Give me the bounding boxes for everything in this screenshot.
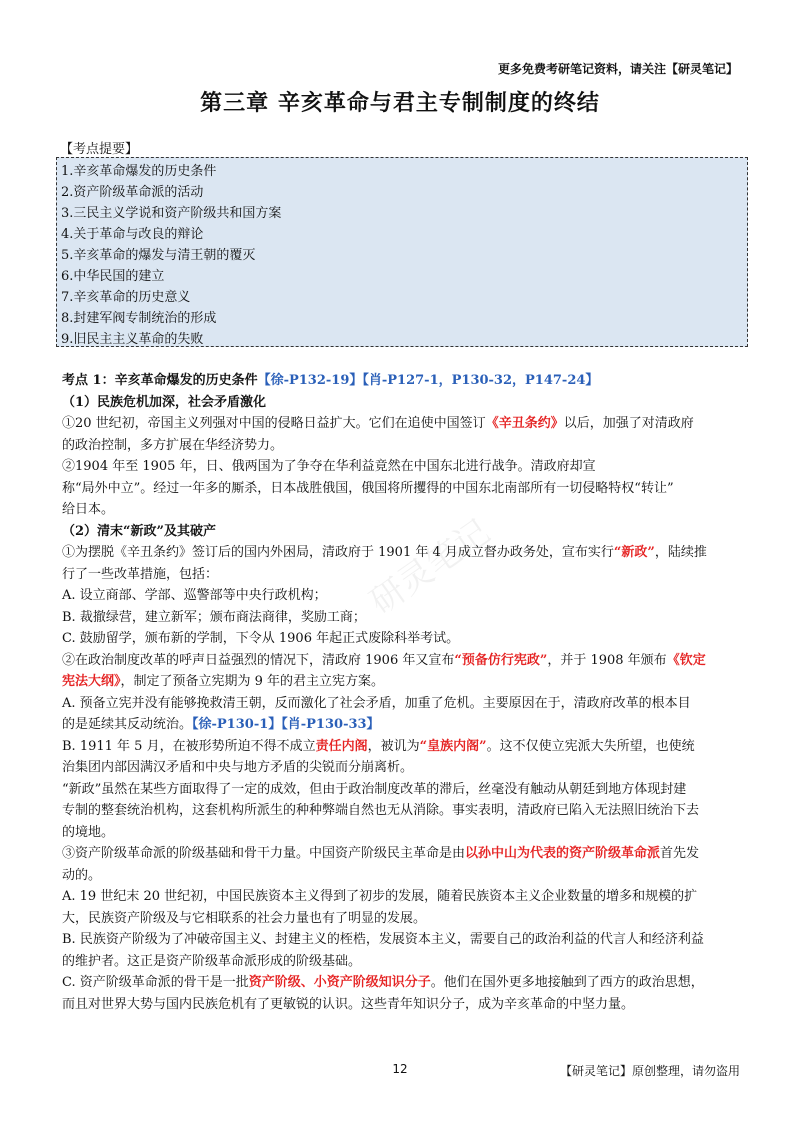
reference-tag: 【肖-P127-1，P130-32，P147-24】: [362, 373, 599, 388]
kaodian-item: 9.旧民主主义革命的失败: [61, 332, 204, 347]
kaodian-item: 3.三民主义学说和资产阶级共和国方案: [61, 206, 282, 221]
kaodian-item: 7.辛亥革命的历史意义: [61, 290, 191, 305]
highlight: “皇族内阁”: [419, 738, 487, 754]
list-item: B. 裁撤绿营，建立新军；颁布商法商律，奖励工商；: [62, 609, 366, 625]
highlight: “预备仿行宪政”: [454, 652, 548, 668]
text: ，制定了预备立宪期为 9 年的君主立宪方案。: [120, 674, 385, 689]
paragraph-line: “新政”虽然在某些方面取得了一定的成效，但由于政治制度改革的滞后，丝毫没有触动从朝廷到地方体现封建: [62, 781, 687, 797]
kaodian-item: 5.辛亥革命的爆发与清王朝的覆灭: [61, 248, 256, 263]
text: ，并于 1908 年颁布: [547, 652, 667, 668]
list-item: B. 民族资产阶级为了冲破帝国主义、封建主义的桎梏，发展资本主义，需要自己的政治利益的代言人和经济利益: [62, 932, 704, 947]
kaodian-item: 4.关于革命与改良的辩论: [61, 227, 204, 242]
paragraph-line: 行了一些改革措施，包括：: [62, 566, 219, 582]
page-title: 第三章 辛亥革命与君主专制制度的终结: [200, 90, 600, 116]
list-item: 而且对世界大势与国内民族危机有了更敏锐的认识。这些青年知识分子，成为辛亥革命的中坚力量。: [62, 996, 635, 1012]
text: ，被讥为: [367, 738, 420, 754]
text: C. 资产阶级革命派的骨干是一批: [62, 975, 249, 990]
text: B. 1911 年 5 月，在被形势所迫不得不成立: [62, 738, 316, 754]
section-heading-line: [62, 370, 752, 392]
list-item: [62, 972, 752, 994]
list-item: 治集团内部因满汉矛盾和中央与地方矛盾的尖锐而分崩离析。: [62, 760, 414, 775]
paragraph-line: 动的。: [62, 867, 102, 883]
reference-tag: 【肖-P130-33】: [281, 717, 380, 732]
list-item: [62, 714, 752, 736]
reference-tag: 【徐-P130-1】: [192, 717, 282, 732]
highlight: 责任内阁: [315, 738, 368, 754]
paragraph-line: 的境地。: [62, 824, 115, 840]
list-item: A. 预备立宪并没有能够挽救清王朝，反而激化了社会矛盾，加重了危机。主要原因在于，清政府改革的根本目: [62, 695, 691, 711]
kaodian-label: 【考点提要】: [60, 142, 139, 157]
paragraph-line: [62, 671, 752, 693]
kaodian-item: 6.中华民国的建立: [61, 269, 165, 284]
highlight: 以孙中山为代表的资产阶级革命派: [465, 846, 661, 861]
text: ②在政治制度改革的呼声日益强烈的情况下，清政府 1906 年又宣布: [62, 652, 455, 668]
reference-tag: 【徐-P132-19】: [257, 373, 363, 388]
section-heading: 考点 1：辛亥革命爆发的历史条件: [62, 373, 258, 388]
highlight: 《钦定: [666, 652, 706, 668]
list-item: 大，民族资产阶级及与它相联系的社会力量也有了明显的发展。: [62, 910, 427, 926]
paragraph-line: 的政治控制，多方扩展在华经济势力。: [62, 437, 284, 453]
footer-notice: 【研灵笔记】原创整理，请勿盗用: [559, 1064, 740, 1078]
highlight: 《辛丑条约》: [485, 416, 564, 431]
paragraph-line: 称“局外中立”。经过一年多的厮杀，日本战胜俄国，俄国将所攫得的中国东北南部所有一切侵略特权“转让”: [62, 480, 674, 496]
list-item: A. 设立商部、学部、巡警部等中央行政机构；: [62, 588, 327, 603]
subsection-heading: （2）清末“新政”及其破产: [62, 523, 217, 539]
paragraph-line: ②1904 年至 1905 年，日、俄两国为了争夺在华利益竟然在中国东北进行战争。清政府却宣: [62, 459, 596, 474]
kaodian-item: 1.辛亥革命爆发的历史条件: [61, 164, 217, 179]
kaodian-item: 2.资产阶级革命派的活动: [61, 185, 204, 200]
paragraph-line: [62, 650, 752, 672]
text: 以后，加强了对清政府: [563, 416, 694, 431]
paragraph-line: [62, 843, 752, 865]
header-notice: 更多免费考研笔记资料，请关注【研灵笔记】: [497, 62, 738, 76]
watermark: 研灵笔记: [362, 511, 498, 623]
text: 首先发: [660, 846, 700, 861]
kaodian-box: [56, 157, 748, 347]
list-item: A. 19 世纪末 20 世纪初，中国民族资本主义得到了初步的发展，随着民族资本主义企业数量的增多和规模的扩: [62, 889, 698, 904]
list-item: 的维护者。这正是资产阶级革命派形成的阶级基础。: [62, 953, 362, 969]
text: 的是延续其反动统治。: [62, 717, 193, 732]
page-number: 12: [392, 1062, 408, 1076]
paragraph-line: 专制的整套统治机构，这套机构所派生的种种弊端自然也无从消除。事实表明，清政府已陷入无法照旧统治下去: [62, 803, 700, 818]
text: ①20 世纪初，帝国主义列强对中国的侵略日益扩大。它们在追使中国签订: [62, 416, 486, 431]
text: ，陆续推: [654, 545, 707, 560]
text: ③资产阶级革命派的阶级基础和骨干力量。中国资产阶级民主革命是由: [62, 846, 466, 861]
list-item: [62, 736, 752, 758]
highlight: 资产阶级、小资产阶级知识分子: [248, 975, 431, 990]
kaodian-item: 8.封建军阀专制统治的形成: [61, 311, 217, 326]
text: ①为摆脱《辛丑条约》签订后的国内外困局，清政府于 1901 年 4 月成立督办政务处，宣布实行: [62, 545, 614, 560]
text: 。这不仅使立宪派大失所望，也使统: [486, 738, 695, 754]
highlight: “新政”: [613, 545, 655, 560]
text: 。他们在国外更多地接触到了西方的政治思想，: [430, 975, 704, 990]
highlight: 宪法大纲》: [62, 674, 121, 689]
paragraph-line: [62, 542, 752, 564]
main-content: [62, 370, 752, 1015]
list-item: C. 鼓励留学，颁布新的学制，下令从 1906 年起正式废除科举考试。: [62, 631, 460, 646]
paragraph-line: 给日本。: [62, 502, 115, 517]
paragraph-line: [62, 413, 752, 435]
subsection-heading: （1）民族危机加深，社会矛盾激化: [62, 394, 267, 410]
